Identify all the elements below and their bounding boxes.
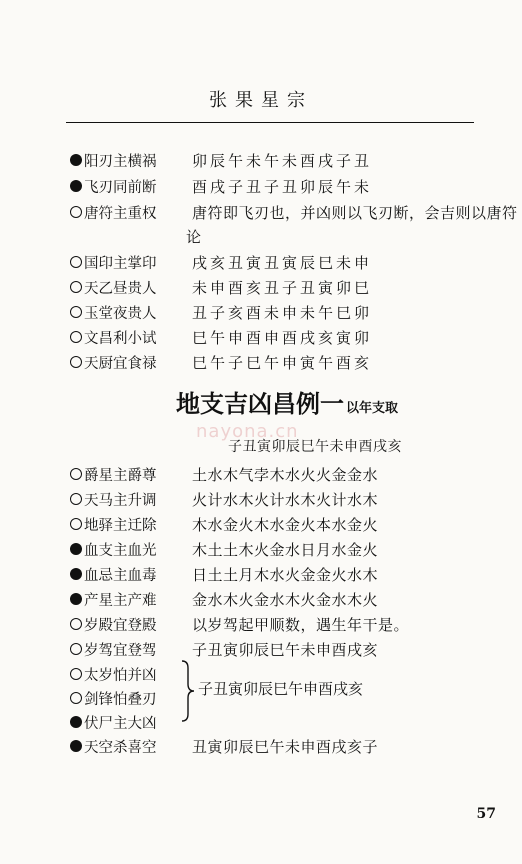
item-label: 爵星主爵尊: [84, 467, 157, 484]
hollow-bullet-icon: [70, 692, 82, 704]
item-label: 天空杀喜空: [84, 739, 157, 756]
list-item: [70, 148, 372, 172]
item-value: 丑子亥酉未申未午巳卯: [192, 303, 373, 322]
filled-bullet-icon: [70, 180, 82, 192]
item-label: 血支主血光: [84, 542, 157, 559]
item-value: 火计水木火计水木火计水木: [192, 490, 379, 509]
item-label: 血忌主血毒: [84, 567, 157, 584]
item-label: 剑锋怕叠刃: [84, 691, 157, 708]
list-item: [70, 200, 518, 224]
branch-header-row: 子丑寅卯辰巳午未申酉戌亥: [228, 439, 402, 455]
item-value: 唐符即飞刃也，并凶则以飞刃断，会吉则以唐符: [192, 203, 518, 222]
hollow-bullet-icon: [70, 331, 82, 343]
filled-bullet-icon: [70, 154, 82, 166]
list-item: [70, 512, 378, 536]
list-item: [70, 562, 378, 586]
item-value-continuation: 论: [186, 227, 202, 246]
list-item: [70, 686, 192, 710]
list-item: [70, 462, 378, 486]
item-label: 产星主产难: [84, 592, 157, 609]
right-brace-icon: [180, 660, 196, 722]
item-value: 巳午子巳午申寅午酉亥: [192, 353, 373, 372]
filled-bullet-icon: [70, 543, 82, 555]
item-label: 阳刃主横祸: [84, 153, 157, 170]
list-item: [70, 350, 372, 374]
list-item: [70, 487, 378, 511]
item-label: 太岁怕并凶: [84, 667, 157, 684]
item-label: 天乙昼贵人: [84, 280, 157, 297]
item-value: 金水木火金水木火金水木火: [192, 590, 379, 609]
item-value: 丑寅卯辰巳午未申酉戌亥子: [192, 737, 379, 756]
list-item: [70, 710, 192, 734]
item-label: 国印主掌印: [84, 255, 157, 272]
item-value: 未申酉亥丑子丑寅卯巳: [192, 278, 373, 297]
section-title-main: 地支吉凶昌例一: [176, 389, 344, 418]
item-value: 木土土木火金水日月水金火: [192, 540, 379, 559]
list-item: [70, 325, 372, 349]
filled-bullet-icon: [70, 593, 82, 605]
item-value: 土水木气孛木水火火金金水: [192, 465, 379, 484]
section-title-note: 以年支取: [346, 401, 399, 416]
section-title: [176, 384, 398, 419]
filled-bullet-icon: [70, 740, 82, 752]
item-label: 唐符主重权: [84, 205, 157, 222]
hollow-bullet-icon: [70, 281, 82, 293]
hollow-bullet-icon: [70, 356, 82, 368]
item-value: 酉戌子丑子丑卯辰午未: [192, 177, 373, 196]
watermark: nayona.cn: [196, 421, 299, 442]
list-item: [70, 637, 378, 661]
item-label: 地驿主迁除: [84, 517, 157, 534]
hollow-bullet-icon: [70, 518, 82, 530]
item-value: 卯辰午未午未酉戌子丑: [192, 151, 373, 170]
item-label: 飞刃同前断: [84, 179, 157, 196]
item-value: 木水金火木水金火本水金火: [192, 515, 379, 534]
filled-bullet-icon: [70, 716, 82, 728]
header-rule: [66, 122, 474, 123]
item-label: 伏尸主大凶: [84, 715, 157, 732]
filled-bullet-icon: [70, 568, 82, 580]
list-item: [70, 275, 372, 299]
item-value: 以岁驾起甲顺数，遇生年干是。: [192, 615, 410, 634]
list-item: [70, 174, 372, 198]
item-label: 天马主升调: [84, 492, 157, 509]
list-item: [70, 662, 192, 686]
list-item: [70, 537, 378, 561]
item-value: 戌亥丑寅丑寅辰巳未申: [192, 253, 373, 272]
hollow-bullet-icon: [70, 643, 82, 655]
item-value: 日土土月木水火金金火水木: [192, 565, 379, 584]
item-label: 岁驾宜登驾: [84, 642, 157, 659]
hollow-bullet-icon: [70, 206, 82, 218]
item-value: 巳午申酉申酉戌亥寅卯: [192, 328, 373, 347]
item-label: 天厨宜食禄: [84, 355, 157, 372]
hollow-bullet-icon: [70, 256, 82, 268]
hollow-bullet-icon: [70, 468, 82, 480]
item-value: 子丑寅卯辰巳午未申酉戌亥: [192, 640, 379, 659]
page-number: 57: [476, 806, 496, 822]
list-item: [70, 300, 372, 324]
list-item: [70, 587, 378, 611]
item-label: 文昌利小试: [84, 330, 157, 347]
list-item: [70, 612, 409, 636]
list-item: [70, 734, 378, 758]
hollow-bullet-icon: [70, 493, 82, 505]
group-value: 子丑寅卯辰巳午申酉戌亥: [198, 680, 364, 698]
page-header-title: 张果星宗: [209, 90, 313, 111]
item-label: 岁殿宜登殿: [84, 617, 157, 634]
hollow-bullet-icon: [70, 668, 82, 680]
item-label: 玉堂夜贵人: [84, 305, 157, 322]
hollow-bullet-icon: [70, 618, 82, 630]
list-item: [70, 250, 372, 274]
hollow-bullet-icon: [70, 306, 82, 318]
